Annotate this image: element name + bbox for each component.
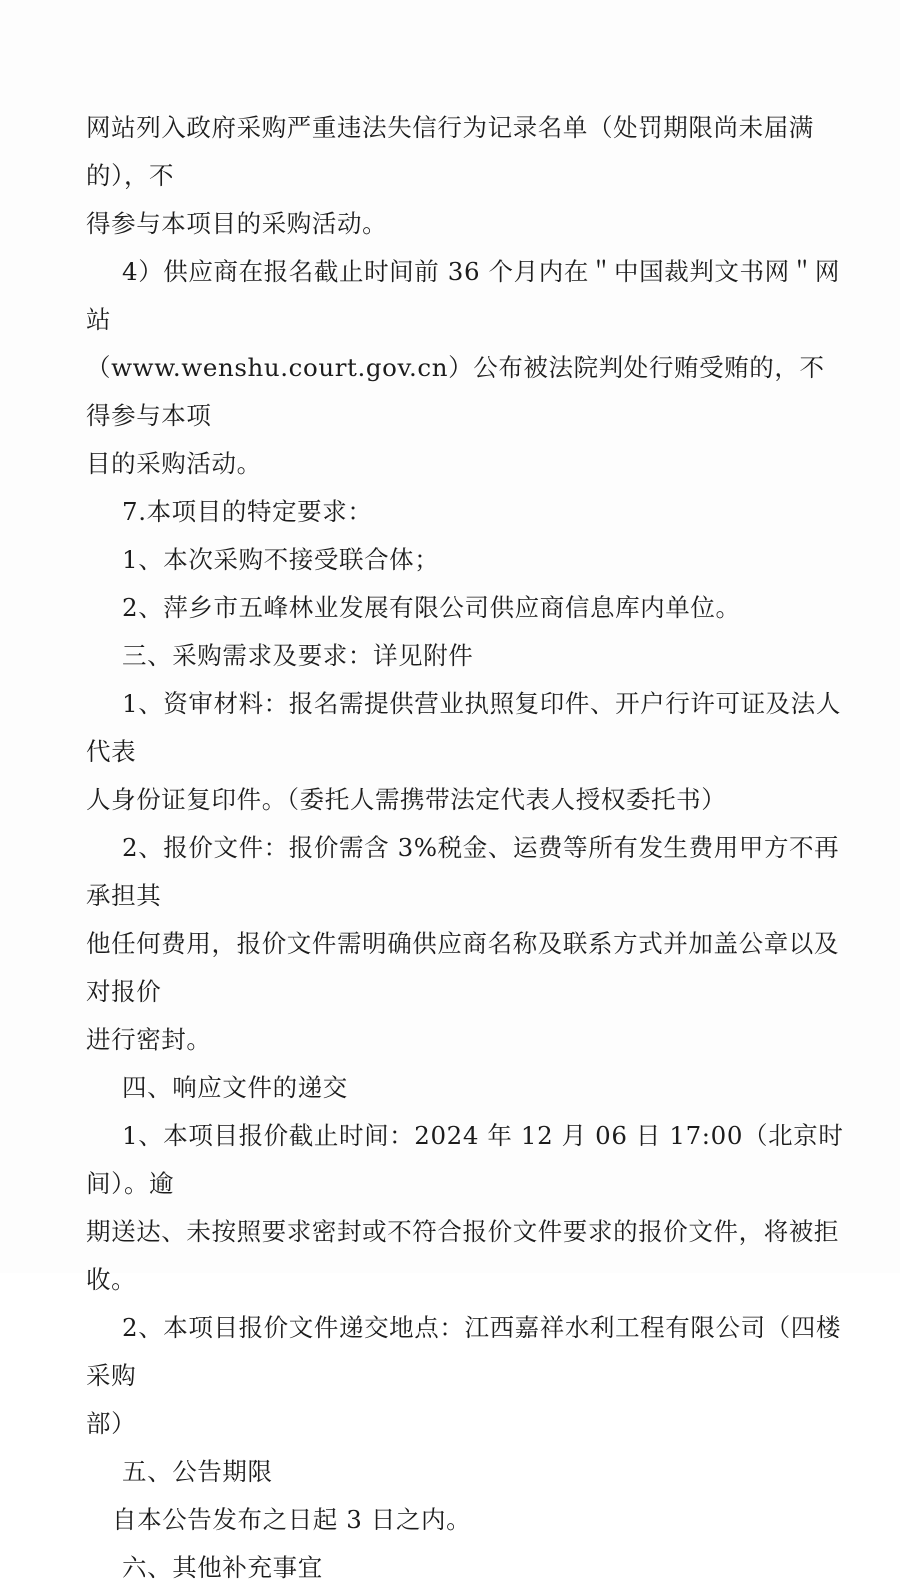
paragraph-line: 4）供应商在报名截止时间前 36 个月内在＂中国裁判文书网＂网站 bbox=[86, 257, 840, 334]
paragraph-line: 1、本项目报价截止时间：2024 年 12 月 06 日 17:00（北京时间）。逾 bbox=[86, 1121, 844, 1198]
paragraph-line: 2、报价文件：报价需含 3%税金、运费等所有发生费用甲方不再承担其 bbox=[86, 833, 840, 910]
paragraph-line: 目的采购活动。 bbox=[86, 449, 262, 478]
paragraph-line: 部） bbox=[86, 1409, 137, 1438]
paragraph-line: 1、本次采购不接受联合体； bbox=[122, 545, 440, 574]
paragraph-line: 得参与本项目的采购活动。 bbox=[86, 209, 388, 238]
paragraph-line: 7.本项目的特定要求： bbox=[122, 497, 373, 526]
paragraph-line: 期送达、未按照要求密封或不符合报价文件要求的报价文件，将被拒收。 bbox=[86, 1217, 839, 1294]
paragraph-line: 1、资审材料：报名需提供营业执照复印件、开户行许可证及法人代表 bbox=[86, 689, 841, 766]
paragraph-line: 2、本项目报价文件递交地点：江西嘉祥水利工程有限公司（四楼采购 bbox=[86, 1313, 841, 1390]
paragraph-line: 六、其他补充事宜 bbox=[122, 1553, 323, 1582]
document-body bbox=[86, 104, 846, 1592]
paragraph-line: 网站列入政府采购严重违法失信行为记录名单（处罚期限尚未届满的），不 bbox=[86, 113, 814, 190]
paragraph-line: （www.wenshu.court.gov.cn）公布被法院判处行贿受贿的，不得参与本项 bbox=[86, 353, 825, 430]
paragraph-line: 进行密封。 bbox=[86, 1025, 212, 1054]
paragraph-line: 人身份证复印件。（委托人需携带法定代表人授权委托书） bbox=[86, 785, 727, 814]
paragraph-line: 三、采购需求及要求：详见附件 bbox=[122, 641, 474, 670]
paragraph-line: 2、萍乡市五峰林业发展有限公司供应商信息库内单位。 bbox=[122, 593, 741, 622]
paragraph-line: 他任何费用，报价文件需明确供应商名称及联系方式并加盖公章以及对报价 bbox=[86, 929, 839, 1006]
paragraph-line: 四、响应文件的递交 bbox=[122, 1073, 348, 1102]
paragraph-line: 五、公告期限 bbox=[122, 1457, 273, 1486]
paragraph-line: 自本公告发布之日起 3 日之内。 bbox=[112, 1505, 472, 1534]
